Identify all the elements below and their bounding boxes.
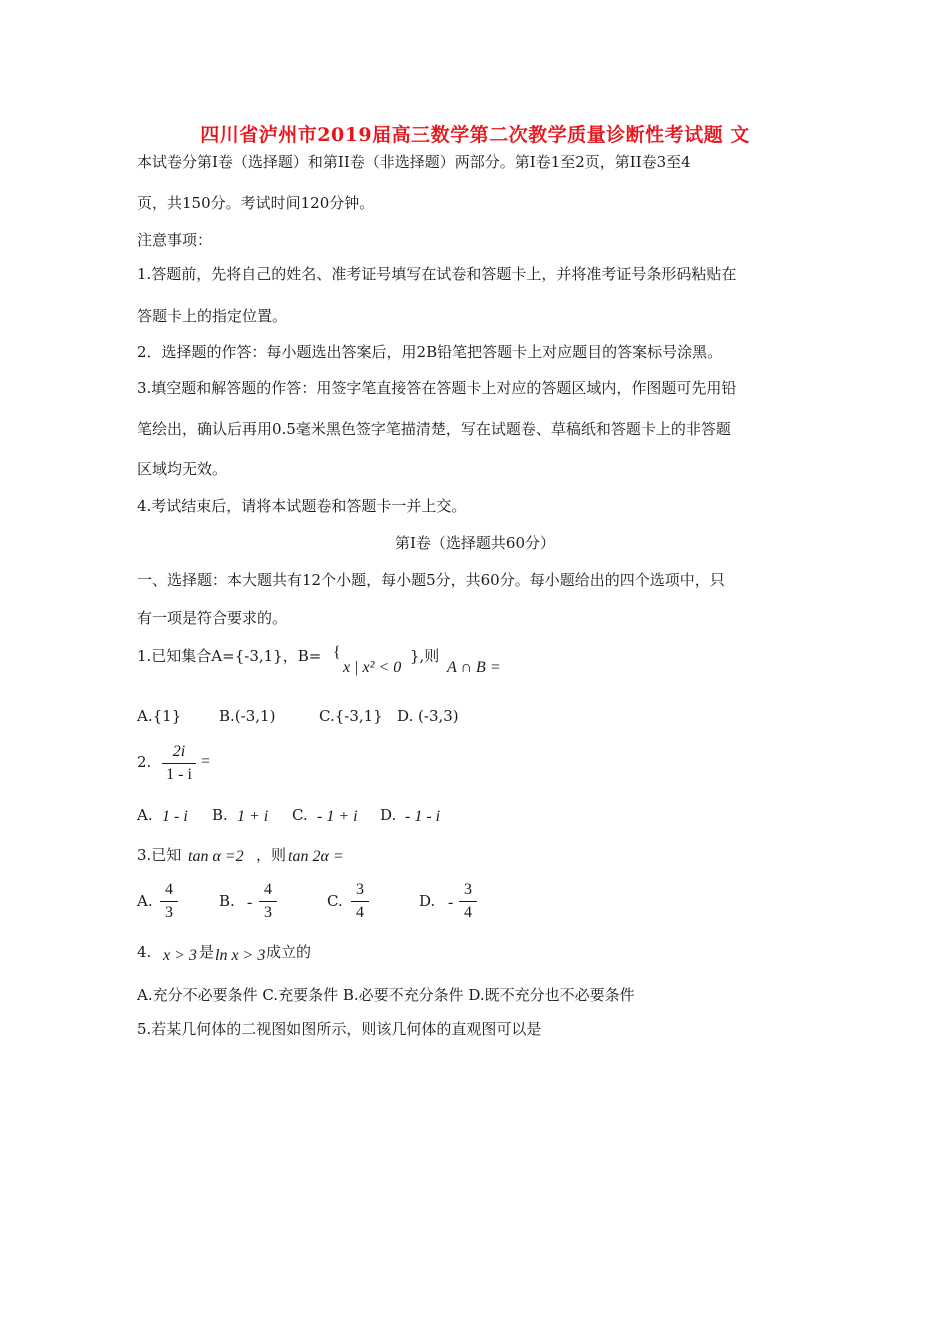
q2-option-c: - 1 + i <box>317 808 358 825</box>
q1-prefix: 1.已知集合A={-3,1}，B= <box>137 647 322 665</box>
q3-given: tan α =2 <box>188 848 244 865</box>
q3-option-a-label: A. <box>137 892 153 910</box>
q2-numerator: 2i <box>172 743 186 760</box>
section-1-instructions-line-2: 有一项是符合要求的。 <box>137 609 288 627</box>
q1-option-a: A.{1} <box>137 707 182 725</box>
q3-option-a-denominator: 3 <box>165 904 173 921</box>
q2-option-b-label: B. <box>212 806 228 824</box>
q2-option-d-label: D. <box>380 806 397 824</box>
section-1-heading: 第Ⅰ卷（选择题共60分） <box>394 534 555 552</box>
q3-option-b-sign: - <box>247 894 253 911</box>
q4-suffix: 成立的 <box>266 943 312 961</box>
q3-option-c-denominator: 4 <box>356 904 364 921</box>
q1-set-close: },则 <box>410 647 440 665</box>
q3-option-a-bar <box>160 901 178 902</box>
q4-word-is: 是 <box>199 943 215 961</box>
q3-option-d-bar <box>459 901 477 902</box>
q3-option-d-denominator: 4 <box>464 904 472 921</box>
q3-option-c-fraction <box>351 880 369 923</box>
q3-option-d-sign: - <box>448 894 454 911</box>
q2-option-d: - 1 - i <box>405 808 441 825</box>
notice-item-1-line-2: 答题卡上的指定位置。 <box>137 307 288 325</box>
notice-item-1-line-1: 1.答题前，先将自己的姓名、准考证号填写在试卷和答题卡上，并将准考证号条形码粘贴在 <box>137 265 737 283</box>
q3-option-c-numerator: 3 <box>356 881 364 898</box>
q3-option-a-fraction <box>160 880 178 923</box>
intro-line-2: 页，共150分。考试时间120分钟。 <box>137 194 375 212</box>
q3-option-b-numerator: 4 <box>264 881 272 898</box>
q2-fraction-bar <box>162 763 196 764</box>
q4-number: 4. <box>137 943 152 961</box>
section-1-instructions-line-1: 一、选择题：本大题共有12个小题，每小题5分，共60分。每小题给出的四个选项中，只 <box>137 571 725 589</box>
q3-option-d-fraction <box>459 880 477 923</box>
q3-option-c-label: C. <box>327 892 343 910</box>
q3-option-a-numerator: 4 <box>165 881 173 898</box>
q2-option-a-label: A. <box>137 806 153 824</box>
q3-option-b-label: B. <box>219 892 235 910</box>
q2-denominator: 1 - i <box>166 766 192 783</box>
q3-option-b-denominator: 3 <box>264 904 272 921</box>
q3-option-c-bar <box>351 901 369 902</box>
q3-option-b-fraction <box>259 880 277 923</box>
q3-option-d-label: D. <box>419 892 436 910</box>
q3-ask: tan 2α = <box>288 848 344 865</box>
q2-equals: = <box>201 753 211 770</box>
exam-title: 四川省泸州市2019届高三数学第二次教学质量诊断性考试题 文 <box>200 124 750 146</box>
q4-options: A.充分不必要条件 C.充要条件 B.必要不充分条件 D.既不充分也不必要条件 <box>137 986 635 1004</box>
q1-option-b: B.(-3,1) <box>219 707 276 725</box>
q3-then: ，则 <box>256 846 287 864</box>
q1-option-c: C.{-3,1} <box>319 707 383 725</box>
notice-item-4: 4.考试结束后，请将本试题卷和答题卡一并上交。 <box>137 497 467 515</box>
notice-item-2: 2．选择题的作答：每小题选出答案后，用2B铅笔把答题卡上对应题目的答案标号涂黑。 <box>137 343 723 361</box>
notice-item-3-line-2: 笔绘出，确认后再用0.5毫米黑色签字笔描清楚，写在试题卷、草稿纸和答题卡上的非答题 <box>137 420 731 438</box>
q3-option-d-numerator: 3 <box>464 881 472 898</box>
q3-option-b-bar <box>259 901 277 902</box>
q2-option-c-label: C. <box>292 806 308 824</box>
q4-condition-1: x > 3 <box>163 947 197 964</box>
notice-item-3-line-1: 3.填空题和解答题的作答：用签字笔直接答在答题卡上对应的答题区域内，作图题可先用铅 <box>137 379 737 397</box>
q1-set-open: { <box>333 644 341 661</box>
q2-fraction <box>162 742 196 785</box>
q5-text: 5.若某几何体的二视图如图所示，则该几何体的直观图可以是 <box>137 1020 542 1038</box>
q3-prefix: 3.已知 <box>137 846 182 864</box>
q1-expression: A ∩ B = <box>447 659 501 676</box>
q2-number: 2. <box>137 753 152 771</box>
q1-set-expression: x | x² < 0 <box>343 659 402 676</box>
q2-option-a: 1 - i <box>162 808 188 825</box>
q2-option-b: 1 + i <box>237 808 269 825</box>
notice-item-3-line-3: 区域均无效。 <box>137 460 228 478</box>
q1-option-d: D. (-3,3) <box>397 707 459 725</box>
q4-condition-2: ln x > 3 <box>215 947 266 964</box>
intro-line-1: 本试卷分第Ⅰ卷（选择题）和第II卷（非选择题）两部分。第Ⅰ卷1至2页，第II卷3至4 <box>137 153 691 171</box>
notice-heading: 注意事项： <box>137 231 213 249</box>
